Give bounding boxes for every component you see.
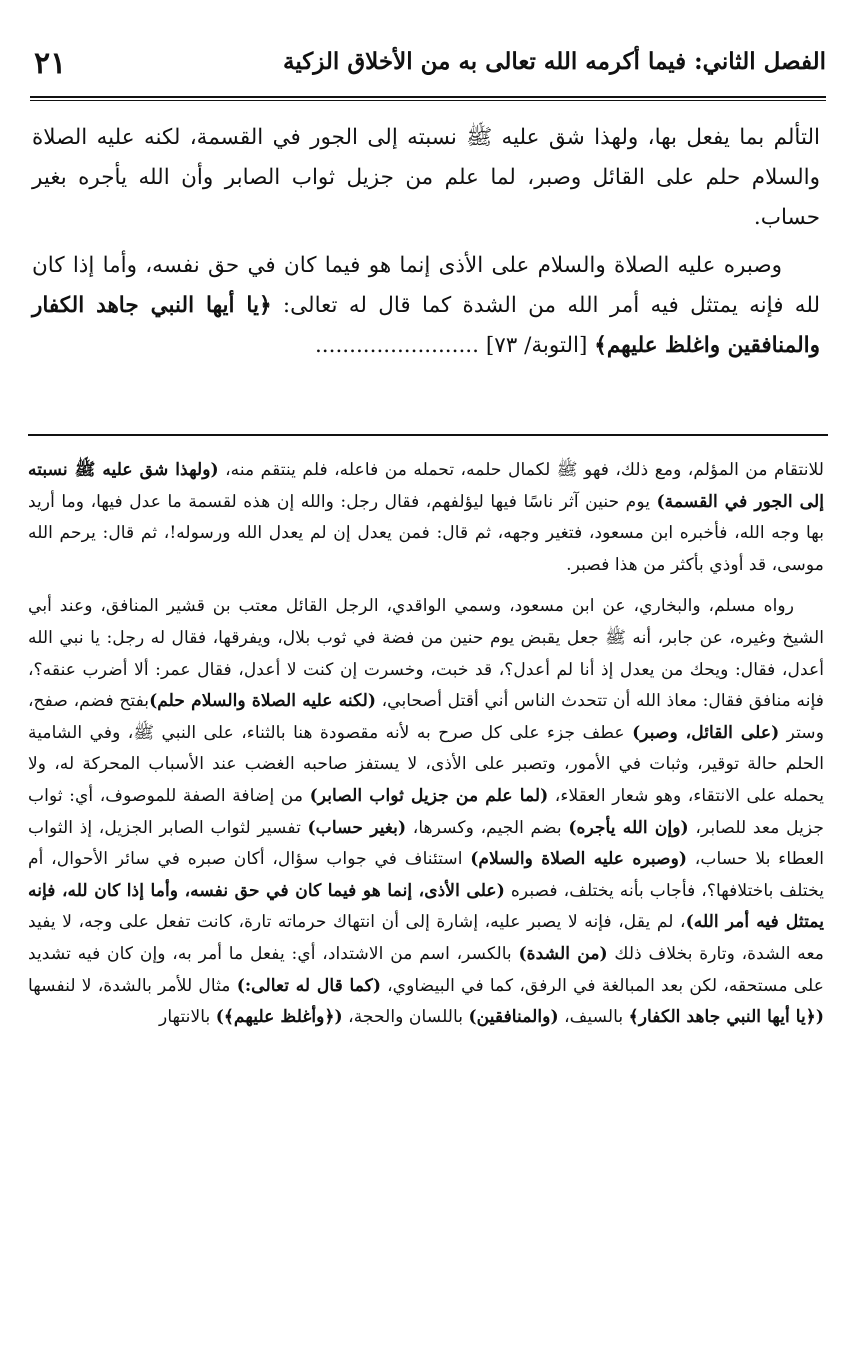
commentary-text: باللسان والحجة، — [342, 1007, 469, 1028]
commentary-text: بفتح فضم، صفح، وستر — [28, 691, 824, 743]
header-rule — [30, 96, 826, 98]
commentary-text: بضم الجيم، وكسرها، — [406, 817, 569, 838]
header-rule-thin — [30, 100, 826, 101]
commentary-lemma: (وإن الله يأجره) — [568, 817, 689, 838]
commentary-lemma: (بغير حساب) — [307, 817, 407, 838]
continuation-dots: ........................ — [314, 333, 479, 358]
quran-reference: [التوبة/ ٧٣] — [478, 333, 595, 358]
commentary-lemma: (على الأذى، إنما هو فيما كان في حق نفسه، وأما إذا كان لله، فإنه يمتثل فيه أمر الله) — [28, 880, 824, 933]
commentary-text: عطف جزء على كل صرح به لأنه مقصودة هنا بالثناء، على النبي ﷺ، وفي الشامية الحلم حالة توقير، وثبات في الأمور، وتصبر على الأذى، لا يستفز صاحبه الغضب عند الأسباب المحركة له، ولا يحمله على الانتقاء، وهو شعار العقلاء، — [28, 722, 824, 806]
commentary-text: رواه مسلم، والبخاري، عن ابن مسعود، وسمي الواقدي، الرجل القائل معتب بن قشير المنافق، وعند أبي الشيخ وغيره، عن جابر، أنه ﷺ جعل يقبض يوم حنين من فضة في ثوب بلال، ويفرقها، فقال له رجل: يا نبي الله أعدل، فقال: ويحك من يعدل إذ أنا لم أعدل؟، قد خبت، وخسرت إن كنت لا أعدل، فقال عمر: ألا أضرب عنقه؟، فإنه منافق فقال: معاذ الله أن تتحدث الناس أني أقتل أصحابي، — [28, 596, 824, 712]
commentary-text: استئناف في جواب سؤال، أكان صبره في سائر الأحوال، أم يختلف باختلافها؟، فأجاب بأنه يختلف، فصبره — [28, 849, 824, 901]
chapter-title: الفصل الثاني: فيما أكرمه الله تعالى به من الأخلاق الزكية — [283, 48, 826, 75]
main-paragraph-2 — [32, 246, 820, 366]
commentary-lemma: (لما علم من جزيل ثواب الصابر) — [309, 785, 549, 806]
commentary-lemma: (والمنافقين) — [468, 1007, 559, 1028]
commentary-lemma: (على القائل، وصبر) — [632, 722, 780, 743]
commentary-text: مثال للأمر بالشدة، لا لنفسها — [28, 975, 237, 996]
main-text — [32, 118, 820, 366]
commentary-paragraph-2 — [28, 591, 824, 1033]
commentary-text: بالكسر، اسم من الاشتداد، أي: يفعل ما أمر به، وإن كان فيه تشديد على مستحقه، لكن بعد المبالغة في الرفق، كما في البيضاوي، — [28, 943, 824, 996]
commentary-lemma: (وصبره عليه الصلاة والسلام) — [470, 849, 688, 870]
commentary-lemma: (من الشدة) — [518, 943, 608, 964]
commentary-lemma: (ولهذا شق عليه ﷺ نسبته إلى الجور في القسمة) — [28, 460, 824, 512]
commentary-lemma: (﴿وأغلظ عليهم﴾) — [215, 1007, 343, 1028]
commentary — [28, 455, 824, 1034]
quran-quote: ﴿يا أيها النبي جاهد الكفار والمنافقين واغلظ عليهم﴾ — [32, 293, 820, 358]
commentary-text: بالسيف، — [558, 1007, 629, 1028]
commentary-text: بالانتهار — [159, 1007, 216, 1028]
commentary-lemma: (كما قال له تعالى:) — [236, 975, 381, 996]
commentary-text: يوم حنين آثر ناسًا فيها ليؤلفهم، فقال رجل: والله إن هذه لقسمة ما عدل فيها، وما أريد بها وجه الله، فأخبره ابن مسعود، فتغير وجهه، ثم قال: فمن يعدل إن لم يعدل الله ورسوله!، ثم قال: يرحم الله موسى، قد أوذي بأكثر من هذا فصبر. — [28, 491, 824, 575]
page-header — [30, 42, 826, 92]
footnote-separator — [28, 434, 828, 436]
commentary-text: ، لم يقل، فإنه لا يصبر عليه، إشارة إلى أن انتهاك حرماته تارة، كانت تفعل على وجه، لا يفيد معه الشدة، وتارة بخلاف ذلك — [28, 912, 824, 964]
commentary-text: تفسير لثواب الصابر الجزيل، إذ الثواب العطاء بلا حساب، — [28, 817, 824, 870]
page-number: ٢١ — [34, 46, 67, 81]
commentary-text: من إضافة الصفة للموصوف، أي: ثواب جزيل معد للصابر، — [28, 785, 824, 838]
commentary-text: للانتقام من المؤلم، ومع ذلك، فهو ﷺ لكمال حلمه، تحمله من فاعله، فلم ينتقم منه، — [218, 460, 824, 480]
commentary-paragraph-1 — [28, 455, 824, 581]
commentary-lemma: (لكنه عليه الصلاة والسلام حلم) — [149, 691, 376, 712]
main-paragraph-2-text: وصبره عليه الصلاة والسلام على الأذى إنما هو فيما كان في حق نفسه، وأما إذا كان لله فإنه يمتثل فيه أمر الله من الشدة كما قال له تعالى: — [32, 253, 820, 318]
commentary-lemma: (﴿يا أيها النبي جاهد الكفار﴾ — [628, 1007, 824, 1028]
main-paragraph-1: التألم بما يفعل بها، ولهذا شق عليه ﷺ نسبته إلى الجور في القسمة، لكنه عليه الصلاة والسلام حلم على القائل وصبر، لما علم من جزيل ثواب الصابر وأن الله يأجره بغير حساب. — [32, 125, 820, 230]
